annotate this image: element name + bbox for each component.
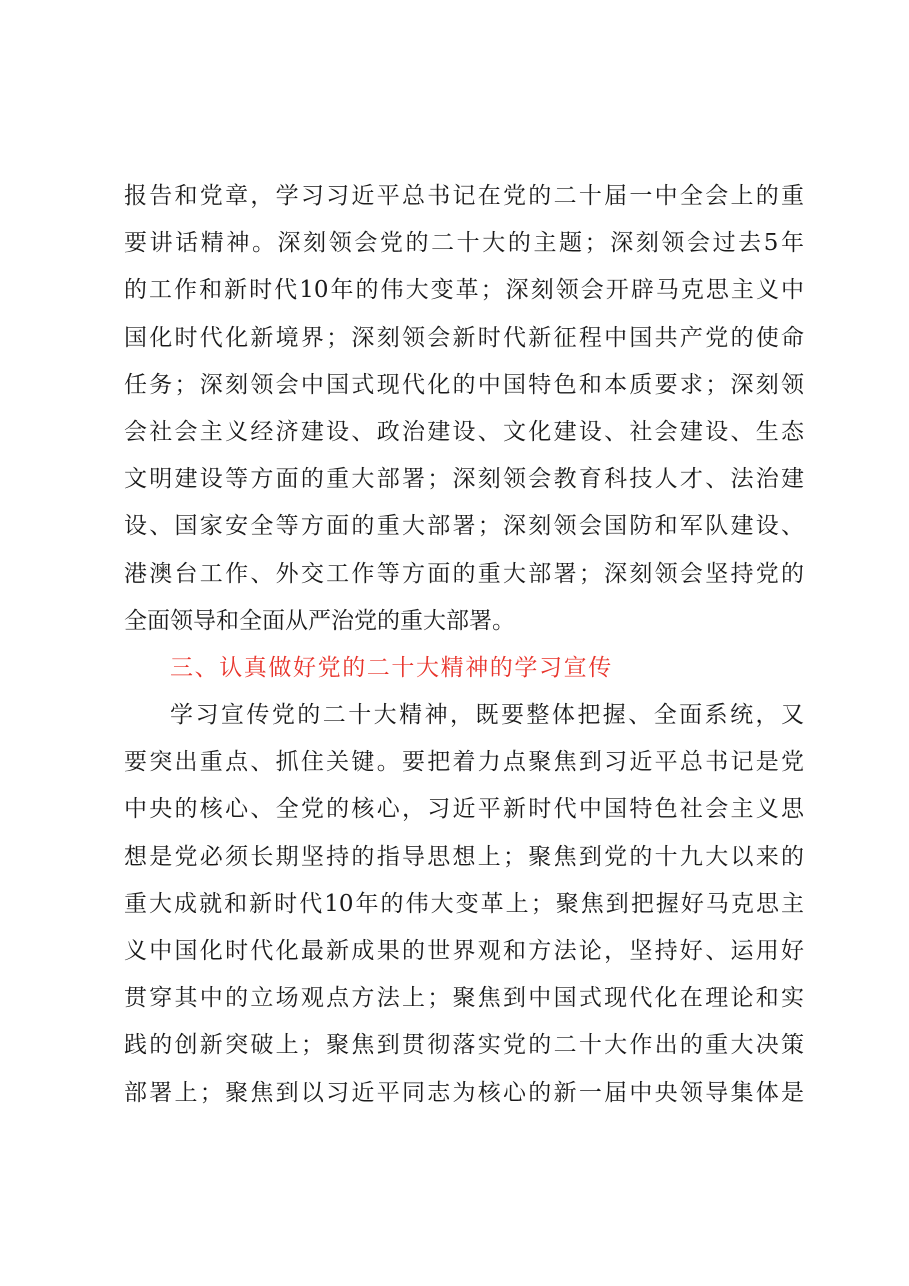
paragraph-line: 中央的核心、全党的核心，习近平新时代中国特色社会主义思 [124,796,804,823]
paragraph-line: 任务；深刻领会中国式现代化的中国特色和本质要求；深刻领 [124,371,804,398]
paragraph-line: 全面领导和全面从严治党的重大部署。 [124,607,515,634]
paragraph-line: 会社会主义经济建设、政治建设、文化建设、社会建设、生态 [124,418,804,445]
paragraph-line: 重大成就和新时代10年的伟大变革上；聚焦到把握好马克思主 [124,890,804,917]
paragraph-1 [124,173,804,645]
paragraph-line: 要突出重点、抓住关键。要把着力点聚焦到习近平总书记是党 [124,749,804,776]
paragraph-line: 想是党必须长期坚持的指导思想上；聚焦到党的十九大以来的 [124,843,804,870]
paragraph-line: 设、国家安全等方面的重大部署；深刻领会国防和军队建设、 [124,513,804,540]
section-heading: 三、认真做好党的二十大精神的学习宣传 [170,654,613,681]
paragraph-line: 践的创新突破上；聚焦到贯彻落实党的二十大作出的重大决策 [124,1032,804,1059]
paragraph-line: 的工作和新时代10年的伟大变革；深刻领会开辟马克思主义中 [124,277,804,304]
paragraph-line: 报告和党章，学习习近平总书记在党的二十届一中全会上的重 [124,183,804,209]
paragraph-2 [124,692,804,1117]
paragraph-line: 学习宣传党的二十大精神，既要整体把握、全面系统，又 [170,702,804,729]
paragraph-line: 部署上；聚焦到以习近平同志为核心的新一届中央领导集体是 [124,1079,804,1106]
paragraph-line: 文明建设等方面的重大部署；深刻领会教育科技人才、法治建 [124,466,804,493]
document-body [124,173,804,1117]
paragraph-line: 港澳台工作、外交工作等方面的重大部署；深刻领会坚持党的 [124,560,804,587]
paragraph-line: 义中国化时代化最新成果的世界观和方法论，坚持好、运用好 [124,938,804,964]
paragraph-line: 要讲话精神。深刻领会党的二十大的主题；深刻领会过去5年 [124,230,804,257]
paragraph-line: 国化时代化新境界；深刻领会新时代新征程中国共产党的使命 [124,324,804,351]
paragraph-line: 贯穿其中的立场观点方法上；聚焦到中国式现代化在理论和实 [124,985,804,1012]
